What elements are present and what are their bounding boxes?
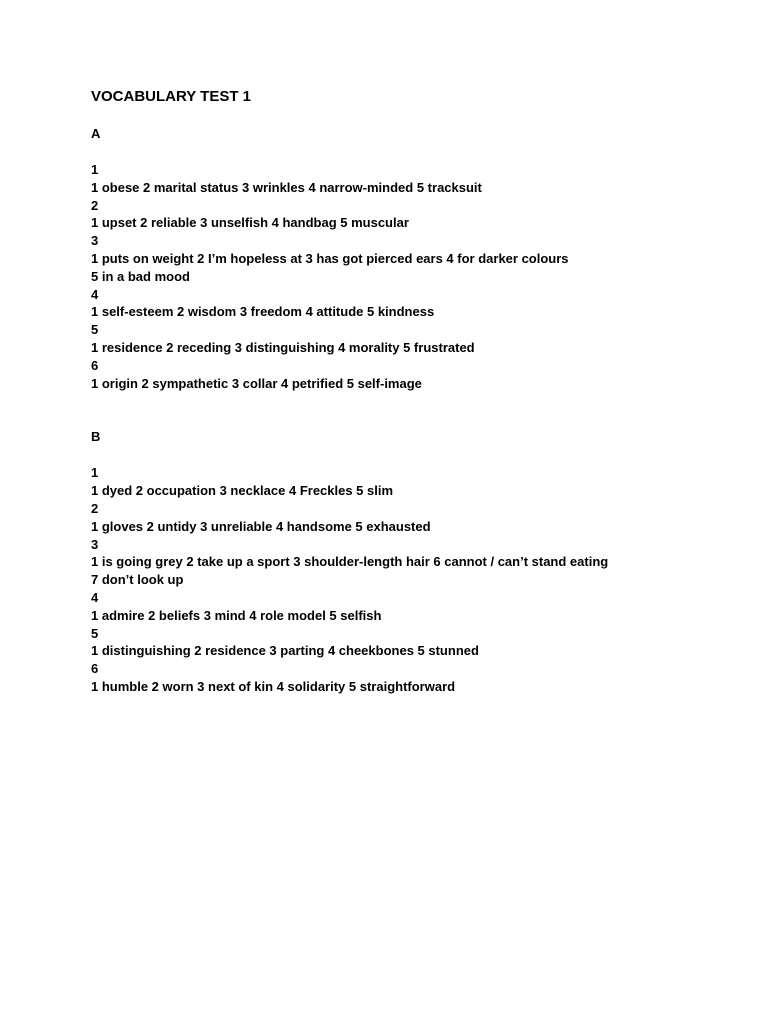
exercise-number: 2 (91, 197, 99, 213)
exercise-number: 6 (91, 661, 99, 677)
exercise-number: 2 (91, 500, 99, 516)
exercise-b3 (91, 536, 731, 589)
exercise-number: 3 (91, 233, 99, 249)
section-label: B (91, 429, 101, 445)
answer-line: 7 don’t look up (91, 572, 184, 588)
answer-line: 1 is going grey 2 take up a sport 3 shoulder-length hair 6 cannot / can’t stand eating (91, 554, 609, 570)
exercise-b5 (91, 625, 731, 661)
exercise-number: 6 (91, 357, 99, 373)
exercise-a6 (91, 357, 731, 393)
answer-line: 1 humble 2 worn 3 next of kin 4 solidarity 5 straightforward (91, 678, 456, 694)
exercise-number: 3 (91, 536, 99, 552)
answer-line: 1 self-esteem 2 wisdom 3 freedom 4 attitude 5 kindness (91, 304, 435, 320)
answer-line: 1 residence 2 receding 3 distinguishing 4 morality 5 frustrated (91, 339, 475, 355)
exercise-a3 (91, 232, 731, 285)
section-b (91, 428, 731, 695)
exercise-b4 (91, 589, 731, 625)
document-page (91, 88, 731, 696)
exercise-number: 5 (91, 322, 99, 338)
answer-line: 1 dyed 2 occupation 3 necklace 4 Freckles 5 slim (91, 483, 394, 499)
answer-line: 1 obese 2 marital status 3 wrinkles 4 narrow-minded 5 tracksuit (91, 179, 482, 195)
answer-line: 1 puts on weight 2 I’m hopeless at 3 has got pierced ears 4 for darker colours (91, 250, 569, 266)
answer-line: 1 gloves 2 untidy 3 unreliable 4 handsome 5 exhausted (91, 518, 431, 534)
exercise-number: 1 (91, 465, 99, 481)
exercise-number: 4 (91, 286, 99, 302)
exercise-b1 (91, 464, 731, 500)
exercise-number: 1 (91, 162, 99, 177)
exercise-a4 (91, 286, 731, 322)
document-title: VOCABULARY TEST 1 (91, 88, 252, 105)
exercise-a1 (91, 161, 731, 197)
section-label: A (91, 126, 101, 141)
answer-line: 1 distinguishing 2 residence 3 parting 4 cheekbones 5 stunned (91, 643, 479, 659)
exercise-a2 (91, 197, 731, 233)
exercise-number: 5 (91, 625, 99, 641)
answer-line: 1 upset 2 reliable 3 unselfish 4 handbag 5 muscular (91, 215, 409, 231)
exercise-number: 4 (91, 589, 99, 605)
answer-line: 1 admire 2 beliefs 3 mind 4 role model 5 selfish (91, 607, 382, 623)
answer-line: 5 in a bad mood (91, 268, 190, 284)
answer-line: 1 origin 2 sympathetic 3 collar 4 petrified 5 self-image (91, 375, 422, 391)
section-a (91, 125, 731, 392)
exercise-b6 (91, 660, 731, 696)
exercise-b2 (91, 500, 731, 536)
exercise-a5 (91, 321, 731, 357)
